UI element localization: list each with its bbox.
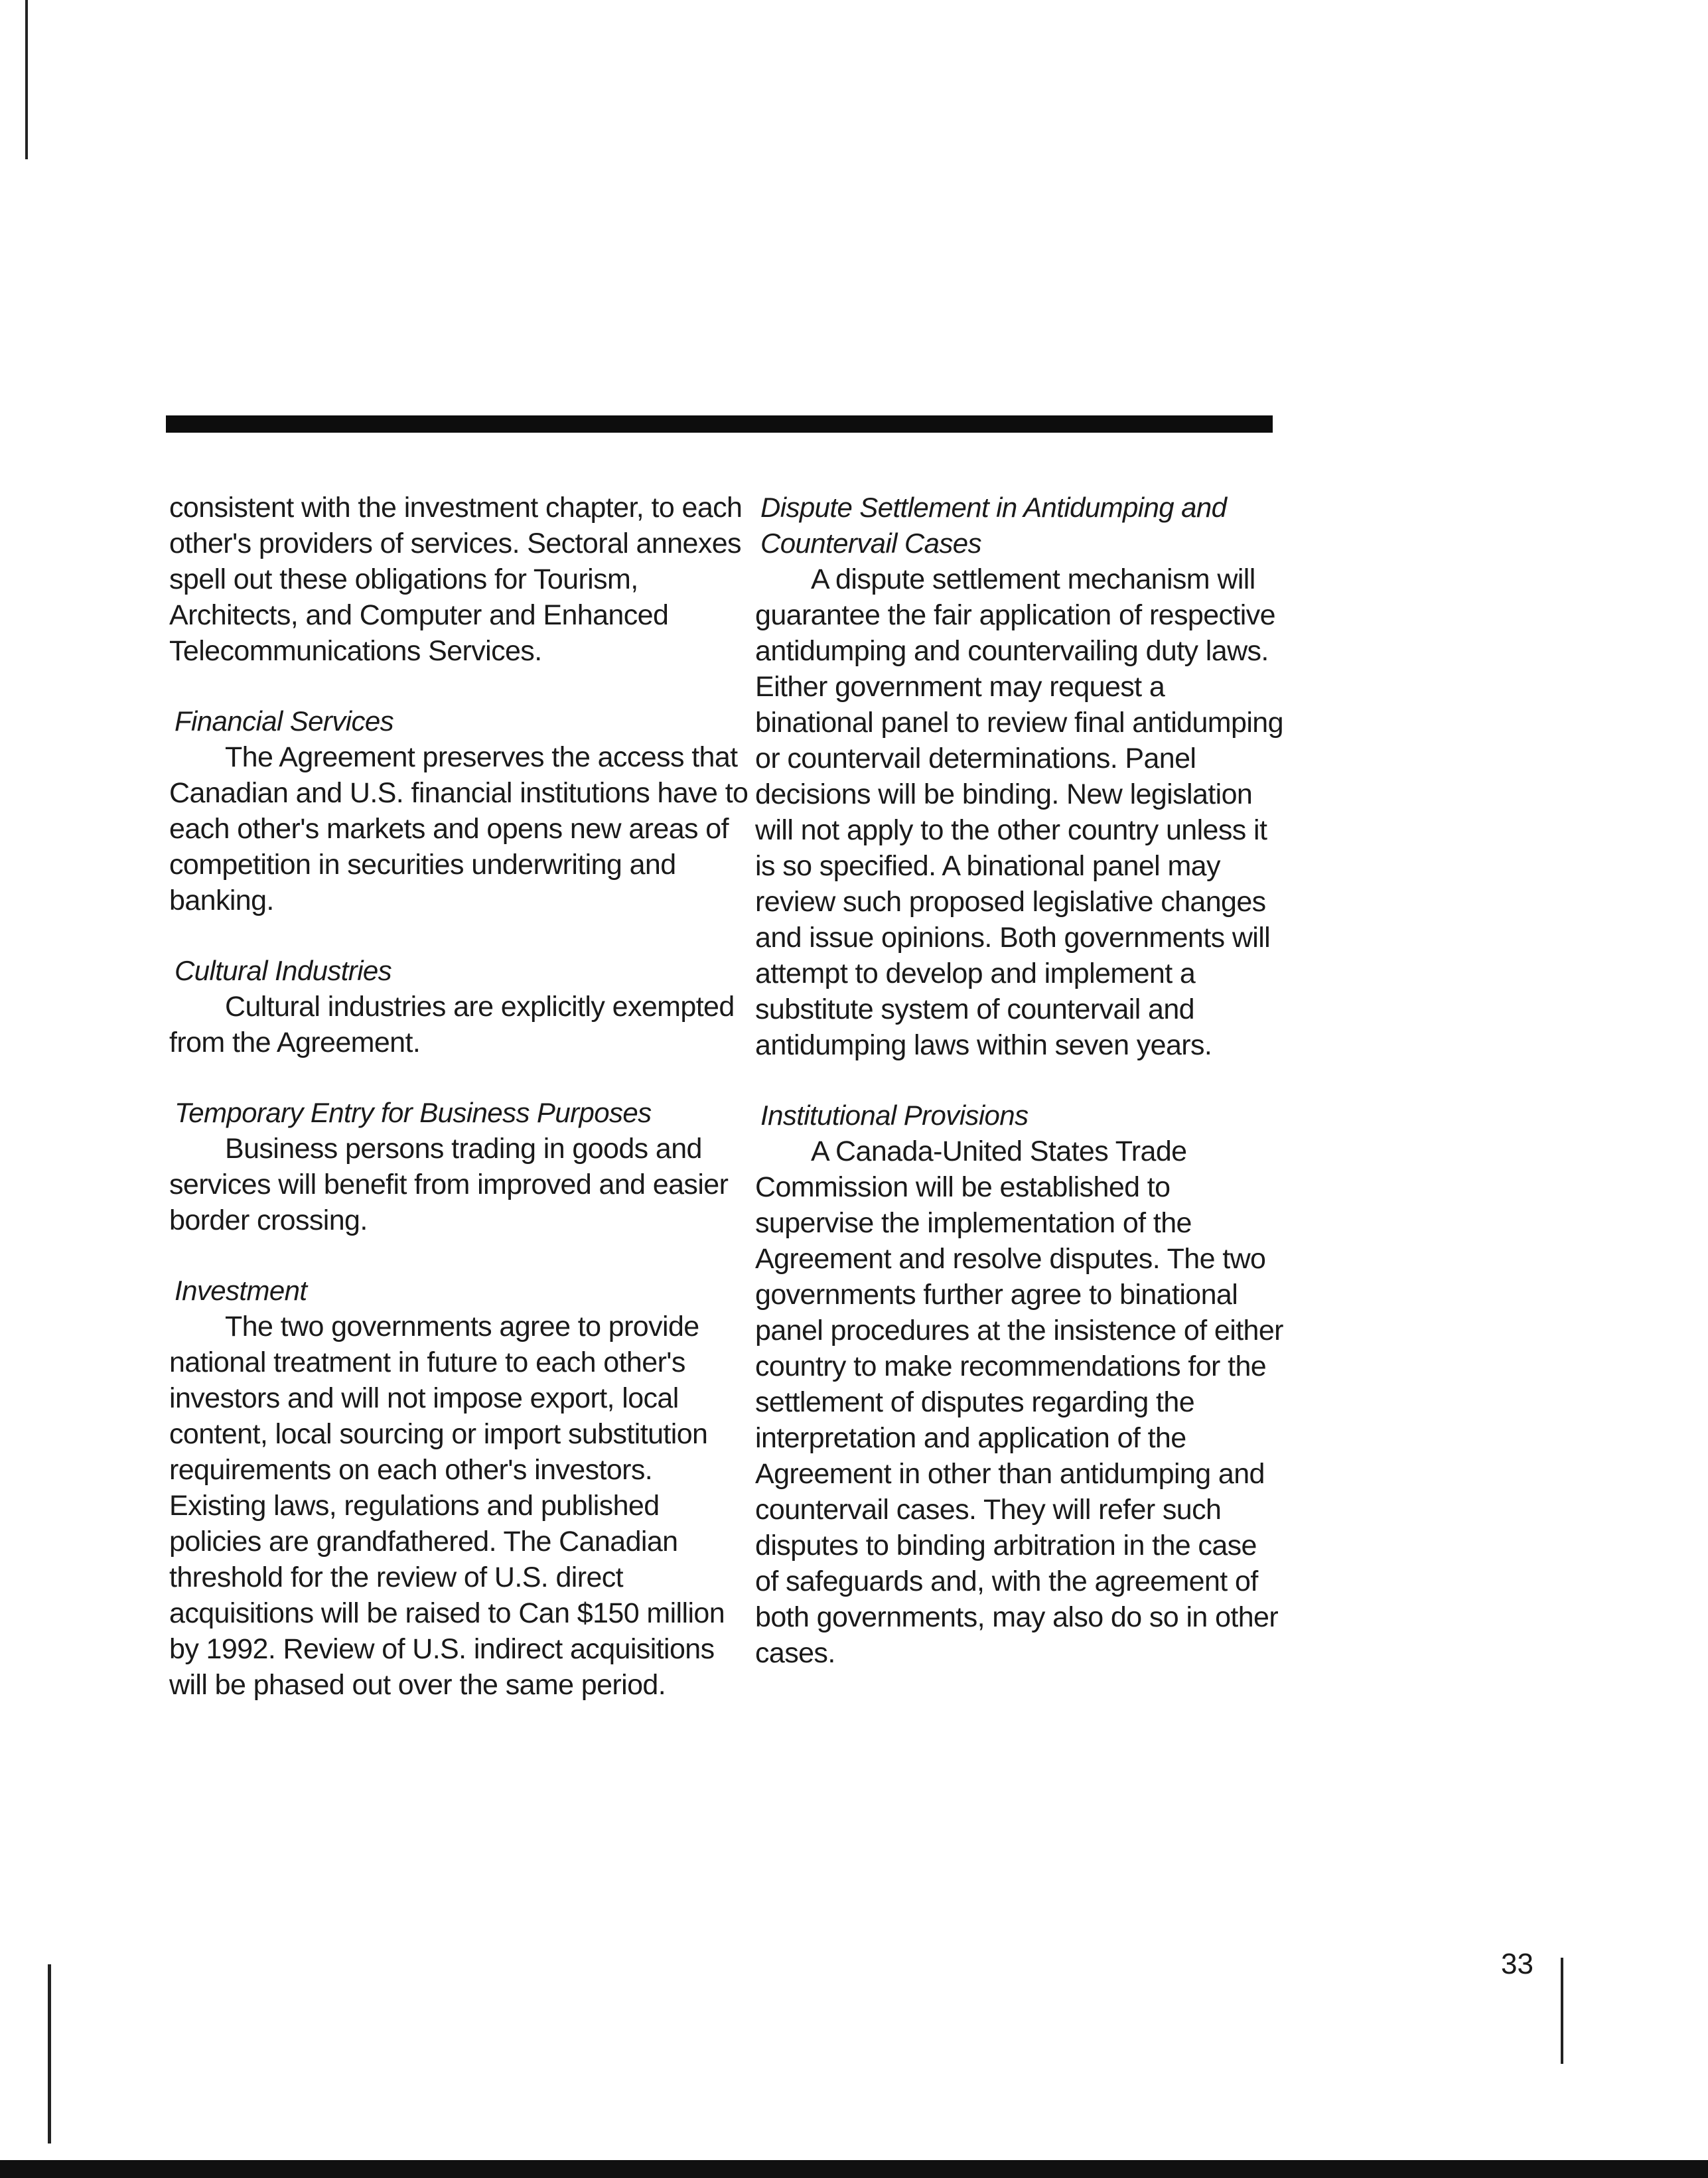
section-heading-dispute-settlement xyxy=(760,490,1286,561)
section-heading-dispute-settlement-line2: Countervail Cases xyxy=(760,528,981,559)
section-body-cultural-industries: Cultural industries are explicitly exempted from the Agreement. xyxy=(169,991,735,1058)
section-body-institutional-provisions: A Canada-United States Trade Commission will be established to supervise the implementation of the Agreement and resolve disputes. The two governments further agree to binational panel procedures at the insistence of either country to make recommendations for the settlement of disputes regarding the interpretation and application of the Agreement in other than antidumping and countervail cases. They will refer such disputes to binding arbitration in the case of safeguards and, with the agreement of both governments, may also do so in other cases. xyxy=(755,1135,1283,1669)
section-body-financial-services: The Agreement preserves the access that Canadian and U.S. financial institutions have to each other's markets and opens new areas of competition in securities underwriting and banking. xyxy=(169,741,748,916)
section-heading-institutional-provisions: Institutional Provisions xyxy=(760,1100,1029,1131)
section-body-dispute-settlement: A dispute settlement mechanism will guarantee the fair application of respective antidumping and countervailing duty laws. Either government may request a binational panel to review final antidumping or countervail determinations. Panel decisions will be binding. New legislation will not apply to the other country unless it is so specified. A binational panel may review such proposed legislative changes and issue opinions. Both governments will attempt to develop and implement a substitute system of countervail and antidumping laws within seven years. xyxy=(755,563,1283,1061)
section-body-investment: The two governments agree to provide national treatment in future to each other's investors and will not impose export, local content, local sourcing or import substitution requirements on each other's investors. Existing laws, regulations and published policies are grandfathered. The Canadian threshold for the review of U.S. direct acquisitions will be raised to Can $150 million by 1992. Review of U.S. indirect acquisitions will be phased out over the same period. xyxy=(169,1311,725,1701)
scan-edge-mark-lower xyxy=(48,1964,51,2143)
section-heading-financial-services: Financial Services xyxy=(175,705,393,737)
section-body-temporary-entry: Business persons trading in goods and services will benefit from improved and easier border crossing. xyxy=(169,1133,729,1236)
section-heading-temporary-entry: Temporary Entry for Business Purposes xyxy=(175,1097,652,1128)
section-heading-investment: Investment xyxy=(175,1275,307,1306)
page-number-rule xyxy=(1561,1958,1563,2064)
scan-edge-mark xyxy=(25,0,28,159)
right-column xyxy=(755,490,1286,1671)
intro-paragraph: consistent with the investment chapter, to each other's providers of services. Sectoral annexes spell out these obligations for Tourism, Architects, and Computer and Enhanced Telecommunications Services. xyxy=(169,492,743,667)
page-number: 33 xyxy=(1501,1948,1533,1980)
top-rule xyxy=(166,415,1273,433)
section-heading-dispute-settlement-line1: Dispute Settlement in Antidumping and xyxy=(760,492,1227,523)
section-heading-cultural-industries: Cultural Industries xyxy=(175,955,392,986)
scan-bottom-band xyxy=(0,2160,1708,2178)
left-column xyxy=(169,490,753,1703)
